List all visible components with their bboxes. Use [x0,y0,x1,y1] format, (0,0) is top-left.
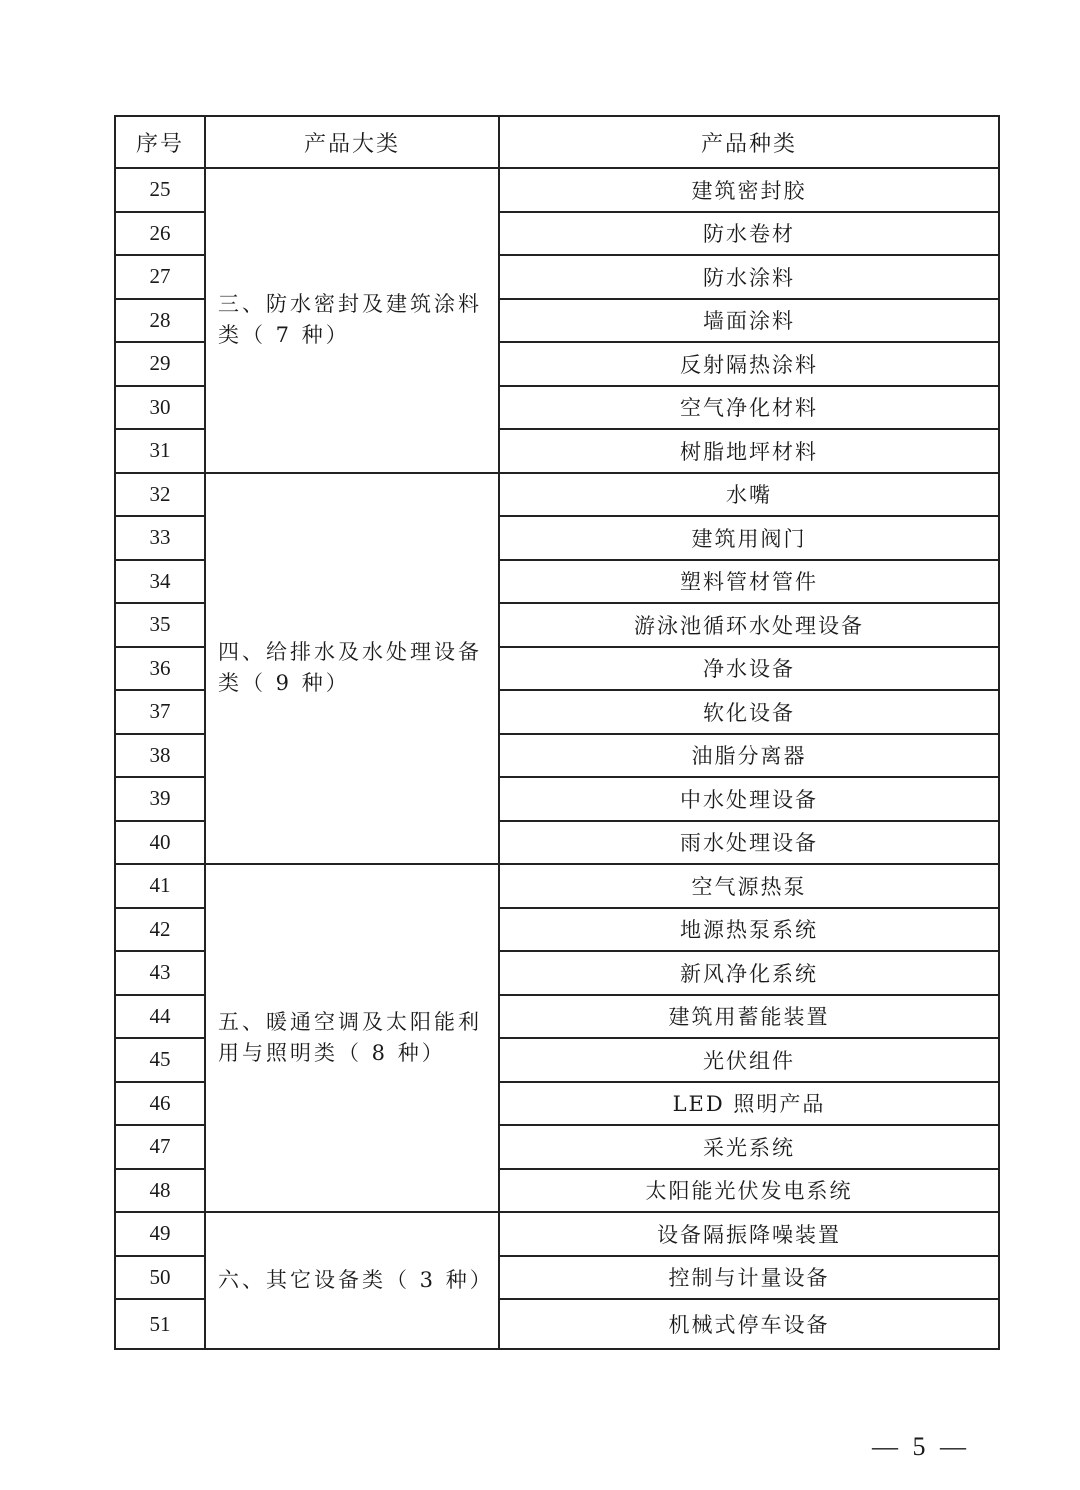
header-type: 产品种类 [499,116,999,168]
product-type: 机械式停车设备 [499,1299,999,1349]
row-no: 37 [115,690,205,734]
product-type: 反射隔热涂料 [499,342,999,386]
row-no: 31 [115,429,205,473]
product-type: 防水卷材 [499,212,999,256]
row-no: 39 [115,777,205,821]
table-row [115,168,999,212]
category-cell: 五、暖通空调及太阳能利用与照明类（ 8 种） [205,864,499,1212]
row-no: 50 [115,1256,205,1300]
product-type: 软化设备 [499,690,999,734]
row-no: 33 [115,516,205,560]
row-no: 42 [115,908,205,952]
table-row [115,473,999,517]
row-no: 27 [115,255,205,299]
product-table-container [114,115,998,1350]
row-no: 41 [115,864,205,908]
row-no: 25 [115,168,205,212]
row-no: 38 [115,734,205,778]
product-type: 新风净化系统 [499,951,999,995]
row-no: 29 [115,342,205,386]
product-type: 墙面涂料 [499,299,999,343]
product-type: LED 照明产品 [499,1082,999,1126]
page-number: — 5 — [872,1432,970,1461]
row-no: 43 [115,951,205,995]
row-no: 34 [115,560,205,604]
product-type: 防水涂料 [499,255,999,299]
product-table [114,115,1000,1350]
category-cell: 四、给排水及水处理设备类（ 9 种） [205,473,499,865]
category-cell: 六、其它设备类（ 3 种） [205,1212,499,1349]
product-type: 塑料管材管件 [499,560,999,604]
product-type: 雨水处理设备 [499,821,999,865]
table-header-row [115,116,999,168]
row-no: 46 [115,1082,205,1126]
row-no: 32 [115,473,205,517]
product-type: 建筑用阀门 [499,516,999,560]
row-no: 36 [115,647,205,691]
header-category: 产品大类 [205,116,499,168]
product-type: 水嘴 [499,473,999,517]
product-type: 空气源热泵 [499,864,999,908]
row-no: 26 [115,212,205,256]
header-no: 序号 [115,116,205,168]
product-type: 油脂分离器 [499,734,999,778]
row-no: 28 [115,299,205,343]
table-row [115,1212,999,1256]
product-type: 中水处理设备 [499,777,999,821]
row-no: 49 [115,1212,205,1256]
product-type: 地源热泵系统 [499,908,999,952]
product-type: 采光系统 [499,1125,999,1169]
product-type: 设备隔振降噪装置 [499,1212,999,1256]
product-type: 树脂地坪材料 [499,429,999,473]
product-type: 光伏组件 [499,1038,999,1082]
product-type: 空气净化材料 [499,386,999,430]
category-cell: 三、防水密封及建筑涂料类（ 7 种） [205,168,499,473]
row-no: 44 [115,995,205,1039]
product-type: 建筑密封胶 [499,168,999,212]
row-no: 30 [115,386,205,430]
row-no: 51 [115,1299,205,1349]
row-no: 40 [115,821,205,865]
product-type: 游泳池循环水处理设备 [499,603,999,647]
product-type: 建筑用蓄能装置 [499,995,999,1039]
row-no: 47 [115,1125,205,1169]
row-no: 48 [115,1169,205,1213]
product-type: 净水设备 [499,647,999,691]
product-type: 太阳能光伏发电系统 [499,1169,999,1213]
row-no: 45 [115,1038,205,1082]
table-row [115,864,999,908]
row-no: 35 [115,603,205,647]
product-type: 控制与计量设备 [499,1256,999,1300]
